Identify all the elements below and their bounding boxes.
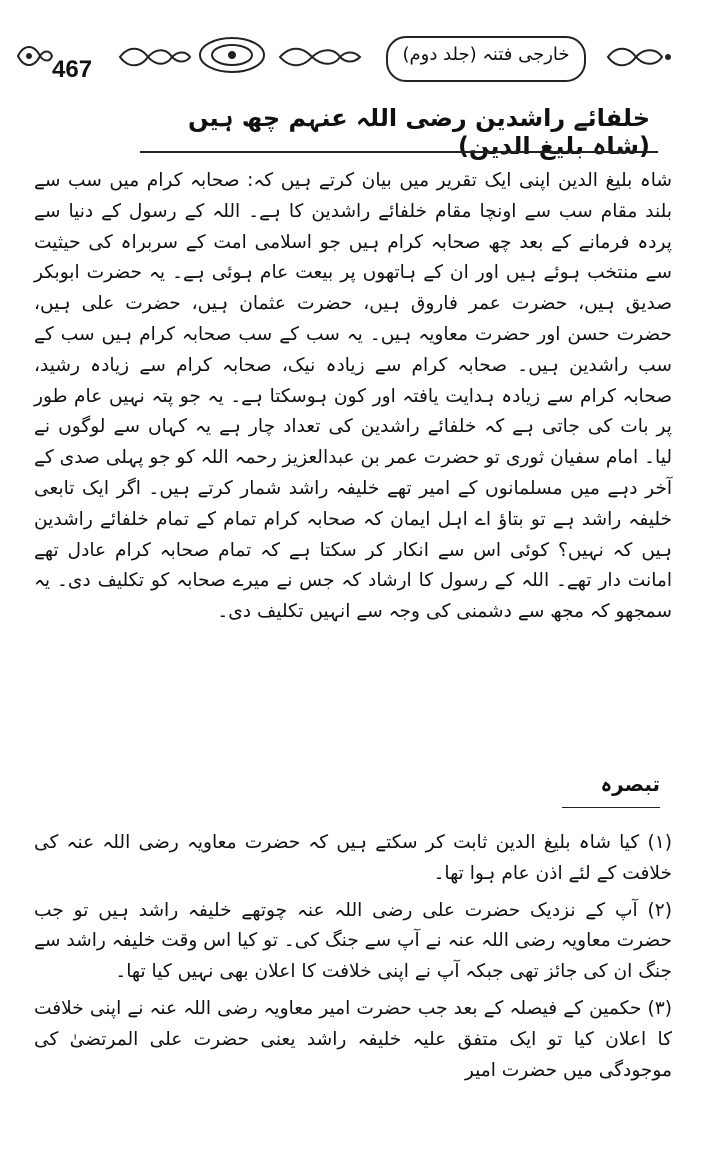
main-title: خلفائے راشدین رضی اللہ عنہم چھ ہیں (شاہ بلیغ الدین): [187, 104, 650, 160]
page-header: [14, 22, 684, 92]
section-heading: تبصرہ: [600, 772, 660, 796]
commentary-list: [34, 828, 672, 1092]
title-underline: [140, 151, 658, 153]
body-paragraph: شاہ بلیغ الدین اپنی ایک تقریر میں بیان کرتے ہیں کہ: صحابہ کرام میں سب سے بلند مقام سب سے اونچا مقام خلفائے راشدین کا ہے۔ اللہ کے رسول کے دنیا سے پردہ فرمانے کے بعد چھ صحابہ کرام ہیں جو اسلامی امت کے سربراہ کی حیثیت سے منتخب ہوئے ہیں اور ان کے ہاتھوں پر بیعت عام ہوئی ہے۔ یہ حضرت ابوبکر صدیق ہیں، حضرت عمر فاروق ہیں، حضرت عثمان ہیں، حضرت علی ہیں، حضرت حسن اور حضرت معاویہ ہیں۔ یہ سب کے سب صحابہ کرام ہیں سب کے سب راشدین ہیں۔ صحابہ کرام سے زیادہ نیک، صحابہ کرام سے زیادہ رشید، صحابہ کرام سے زیادہ ہدایت یافتہ اور کون ہوسکتا ہے۔ یہ جو پتہ نہیں عام طور پر بات کی جاتی ہے کہ خلفائے راشدین کی تعداد چار ہے یہ کہاں سے لوگوں نے لیا۔ امام سفیان ثوری تو حضرت عمر بن عبدالعزیز رحمہ اللہ کو جو پہلی صدی کے آخر دہے میں مسلمانوں کے امیر تھے خلیفہ راشد شمار کرتے ہیں۔ اگر ایک تابعی خلیفہ راشد ہے تو بتاؤ اے اہل ایمان کہ صحابہ کرام تمام کے تمام خلفائے راشدین ہیں کہ نہیں؟ کوئی اس سے انکار کر سکتا ہے کہ تمام صحابہ کرام عادل تھے امانت دار تھے۔ اللہ کے رسول کا ارشاد کہ جس نے میرے صحابہ کو تکلیف دی۔ یہ سمجھو کہ مجھ سے دشمنی کی وجہ سے انہیں تکلیف دی۔: [34, 170, 672, 623]
right-ornament-icon: [604, 42, 674, 72]
right-center-ornament-icon: [274, 42, 364, 72]
list-item: (۳) حکمین کے فیصلہ کے بعد جب حضرت امیر معاویہ رضی اللہ عنہ نے اپنی خلافت کا اعلان کیا تو ایک متفق علیہ خلیفہ راشد یعنی حضرت علی المرتضیٰ کی موجودگی میں حضرت امیر: [34, 997, 672, 1081]
header-title: خارجی فتنہ (جلد دوم): [402, 44, 570, 65]
list-item: (۱) کیا شاہ بلیغ الدین ثابت کر سکتے ہیں کہ حضرت معاویہ رضی اللہ عنہ کی خلافت کے لئے اذن عام ہوا تھا۔: [34, 832, 672, 884]
left-ornament-icon: [14, 42, 54, 70]
page-number: 467: [52, 56, 93, 83]
section-underline: [562, 807, 660, 808]
header-title-box: [386, 36, 586, 82]
list-item: (۲) آپ کے نزدیک حضرت علی رضی اللہ عنہ چوتھے خلیفہ راشد ہیں تو جب حضرت معاویہ رضی اللہ عنہ نے آپ سے جنگ کی۔ تو کیا اس وقت خلیفہ راشد سے جنگ ان کی جائز تھی جبکہ آپ نے اپنی خلافت کا اعلان بھی نہیں کیا تھا۔: [34, 899, 672, 983]
left-center-ornament-icon: [114, 42, 194, 72]
center-medallion-icon: [196, 34, 268, 76]
